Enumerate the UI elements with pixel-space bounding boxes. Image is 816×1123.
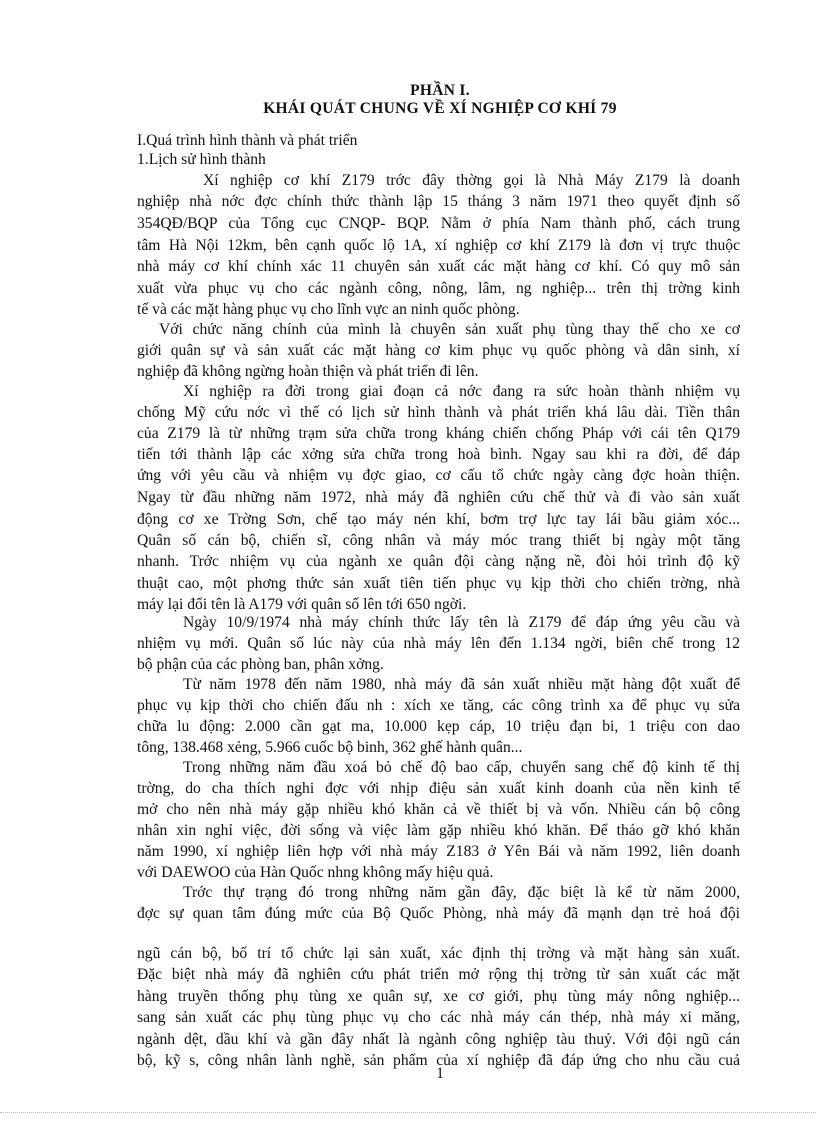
body-line: bộ phận của các phòng ban, phân xởng. bbox=[137, 656, 384, 673]
body-line: thuật cao, một phơng thức sản xuất tiên tiến phục vụ kịp thời cho chiến trờng, nhà bbox=[137, 575, 740, 592]
body-line: nhân xin nghỉ việc, đời sống và việc làm gặp nhiều khó khăn. Để tháo gỡ khó khăn bbox=[137, 822, 740, 839]
body-line: Quân số cán bộ, chiến sĩ, công nhân và máy móc trang thiết bị ngày một tăng bbox=[137, 532, 740, 549]
subsection-heading: 1.Lịch sử hình thành bbox=[137, 151, 266, 168]
body-line: nhà máy cơ khí chính xác 11 chuyên sản xuất các mặt hàng cơ khí. Có quy mô sản bbox=[137, 258, 740, 275]
body-line: tông, 138.468 xẻng, 5.966 cuốc bộ binh, 362 ghế hành quân... bbox=[137, 739, 523, 756]
body-line: Từ năm 1978 đến năm 1980, nhà máy đã sản xuất nhiều mặt hàng đột xuất để bbox=[183, 676, 740, 693]
body-line: giới quân sự và sản xuất các mặt hàng cơ kim phục vụ quốc phòng và dân sinh, xí bbox=[137, 342, 740, 359]
body-line: Ngày 10/9/1974 nhà máy chính thức lấy tên là Z179 để đáp ứng yêu cầu và bbox=[183, 614, 740, 631]
body-line: nghiệp đã không ngừng hoàn thiện và phát triển đi lên. bbox=[137, 363, 479, 380]
body-line: máy lại đổi tên là A179 với quân số lên tới 650 ngời. bbox=[137, 596, 467, 613]
body-line: hàng truyền thống phụ tùng xe quân sự, xe cơ giới, phụ tùng máy nông nghiệp... bbox=[137, 988, 740, 1005]
body-line: Trớc thự trạng đó trong những năm gần đây, đặc biệt là kể từ năm 2000, bbox=[183, 884, 740, 901]
section-heading: I.Quá trình hình thành và phát triển bbox=[137, 132, 358, 149]
body-line: chữa lu động: 2.000 cần gạt ma, 10.000 kẹp cáp, 10 triệu đạn bi, 1 triệu con dao bbox=[137, 718, 740, 735]
body-line: 354QĐ/BQP của Tổng cục CNQP- BQP. Nằm ở phía Nam thành phố, cách trung bbox=[137, 215, 740, 232]
body-line: với DAEWOO của Hàn Quốc nhng không mấy hiệu quả. bbox=[137, 864, 494, 881]
body-line: Trong những năm đầu xoá bỏ chế độ bao cấp, chuyển sang chế độ kinh tế thị bbox=[183, 759, 740, 776]
body-line: Đặc biệt nhà máy đã nghiên cứu phát triển mở rộng thị trờng từ sản xuất các mặt bbox=[137, 966, 740, 983]
body-line: bộ, kỹ s, công nhân lành nghề, sản phẩm của xí nghiệp đã đáp ứng cho nhu cầu cuả bbox=[137, 1052, 740, 1069]
body-line: Xí nghiệp cơ khí Z179 trớc đây thờng gọi là Nhà Máy Z179 là doanh bbox=[203, 172, 740, 189]
body-line: tế và các mặt hàng phục vụ cho lĩnh vực an ninh quốc phòng. bbox=[137, 301, 520, 318]
body-line: Xí nghiệp ra đời trong giai đoạn cả nớc đang ra sức hoàn thành nhiệm vụ bbox=[183, 383, 740, 400]
body-line: nhanh. Trớc nhiệm vụ của ngành xe quân đội càng nặng nề, đòi hỏi trình độ kỹ bbox=[137, 553, 740, 570]
body-line: của Z179 là từ những trạm sửa chữa trong kháng chiến chống Pháp với cái tên Q179 bbox=[137, 425, 740, 442]
body-line: mở cho nên nhà máy gặp nhiều khó khăn cả về thiết bị và vốn. Nhiều cán bộ công bbox=[137, 801, 740, 818]
body-line: Với chức năng chính của mình là chuyên sản xuất phụ tùng thay thế cho xe cơ bbox=[159, 321, 740, 338]
body-line: ngành dệt, dầu khí và gần đây nhất là ngành công nghiệp tàu thuỷ. Với đội ngũ cán bbox=[137, 1031, 740, 1048]
body-line: xuất vừa phục vụ cho các ngành công, nông, lâm, ng nghiệp... trên thị trờng kinh bbox=[137, 280, 740, 297]
body-line: phục vụ kịp thời cho chiến đấu nh : xích xe tăng, các công trình xa để phục vụ sửa bbox=[137, 697, 740, 714]
part-heading: PHẦN I. bbox=[410, 82, 470, 99]
page-break-line bbox=[0, 1112, 816, 1113]
body-line: Ngay từ đầu những năm 1972, nhà máy đã nghiên cứu chế thử và đi vào sản xuất bbox=[137, 489, 740, 506]
body-line: năm 1990, xí nghiệp liên hợp với nhà máy Z183 ở Yên Bái và năm 1992, liên doanh bbox=[137, 843, 740, 860]
body-line: chống Mỹ cứu nớc vì thế có lịch sử hình thành và phát triển khá lâu dài. Tiền thân bbox=[137, 404, 740, 421]
body-line: ngũ cán bộ, bố trí tổ chức lại sản xuất, xác định thị trờng và mặt hàng sản xuất. bbox=[137, 945, 740, 962]
body-line: sang sản xuất các phụ tùng phục vụ cho các nhà máy cán thép, nhà máy xi măng, bbox=[137, 1009, 740, 1026]
body-line: tiến tới thành lập các xởng sửa chữa trong hoà bình. Ngay sau khi ra đời, để đáp bbox=[137, 446, 740, 463]
page-number: 1 bbox=[436, 1065, 444, 1082]
body-line: tâm Hà Nội 12km, bên cạnh quốc lộ 1A, xí nghiệp cơ khí Z179 là đơn vị trực thuộc bbox=[137, 237, 740, 254]
body-line: đợc sự quan tâm đúng mức của Bộ Quốc Phòng, nhà máy đã mạnh dạn trẻ hoá đội bbox=[137, 905, 740, 922]
body-line: nghiệp nhà nớc đợc chính thức thành lập 15 tháng 3 năm 1971 theo quyết định số bbox=[137, 193, 740, 210]
body-line: động cơ xe Trờng Sơn, chế tạo máy nén khí, bơm trợ lực tay lái bầu giảm xóc... bbox=[137, 511, 740, 528]
body-line: ứng với yêu cầu và nhiệm vụ đợc giao, cơ cấu tổ chức ngày càng đợc hoàn thiện. bbox=[137, 467, 740, 484]
document-title: KHÁI QUÁT CHUNG VỀ XÍ NGHIỆP CƠ KHÍ 79 bbox=[263, 100, 617, 117]
body-line: trờng, do cha thích nghi đợc với nhịp điệu sản xuất kinh doanh của nền kinh tế bbox=[137, 780, 740, 797]
body-line: nhiệm vụ mới. Quân số lúc này của nhà máy lên đến 1.134 ngời, biên chế trong 12 bbox=[137, 635, 740, 652]
